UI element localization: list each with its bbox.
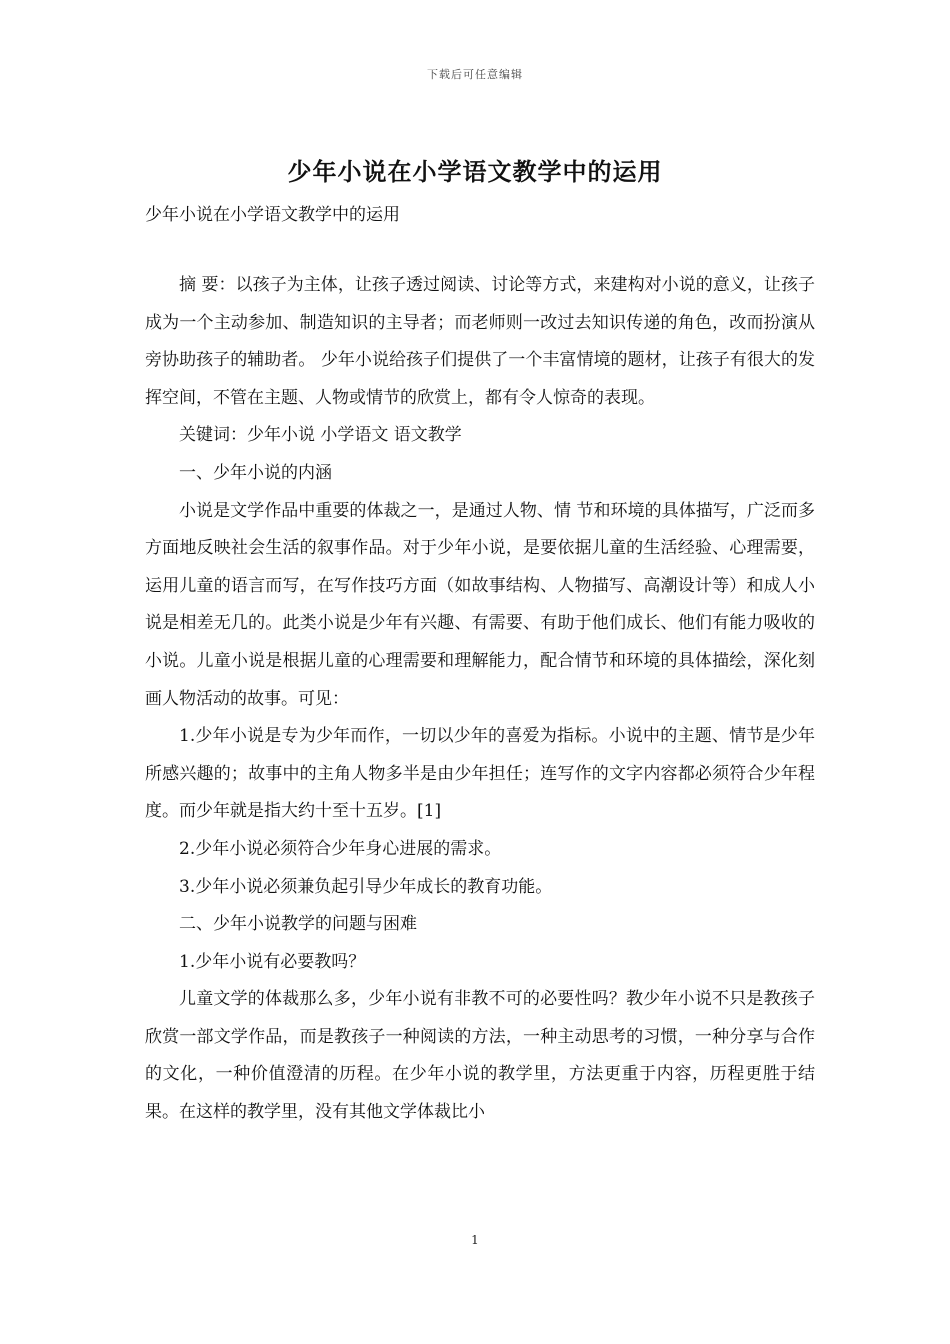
body-paragraph: 儿童文学的体裁那么多，少年小说有非教不可的必要性吗？教少年小说不只是教孩子欣赏一部文学作品，而是教孩子一种阅读的方法，一种主动思考的习惯，一种分享与合作的文化，一种价值澄清的历程。在少年小说的教学里，方法更重于内容，历程更胜于结果。在这样的教学里，没有其他文学体裁比小 — [145, 989, 815, 1123]
document-body — [145, 267, 815, 1132]
list-item-3: 3.少年小说必须兼负起引导少年成长的教育功能。 — [179, 876, 553, 897]
list-item-2: 2.少年小说必须符合少年身心进展的需求。 — [179, 838, 502, 859]
keywords-paragraph: 关键词：少年小说 小学语文 语文教学 — [179, 425, 462, 446]
subsection-heading-1: 1.少年小说有必要教吗？ — [179, 951, 366, 972]
document-subtitle: 少年小说在小学语文教学中的运用 — [145, 205, 400, 225]
document-title: 少年小说在小学语文教学中的运用 — [287, 157, 663, 186]
page-header-note: 下载后可任意编辑 — [427, 68, 523, 81]
page-number: 1 — [471, 1233, 479, 1247]
body-paragraph: 小说是文学作品中重要的体裁之一，是通过人物、情 节和环境的具体描写，广泛而多方面地反映社会生活的叙事作品。对于少年小说，是要依据儿童的生活经验、心理需要，运用儿童的语言而写，在写作技巧方面（如故事结构、人物描写、高潮设计等）和成人小说是相差无几的。此类小说是少年有兴趣、有需要、有助于他们成长、他们有能力吸收的小说。儿童小说是根据儿童的心理需要和理解能力，配合情节和环境的具体描绘，深化刻画人物活动的故事。可见： — [145, 500, 815, 709]
abstract-paragraph: 摘 要：以孩子为主体，让孩子透过阅读、讨论等方式，来建构对小说的意义，让孩子成为一个主动参加、制造知识的主导者；而老师则一改过去知识传递的角色，改而扮演从旁协助孩子的辅助者。 少年小说给孩子们提供了一个丰富情境的题材，让孩子有很大的发挥空间，不管在主题、人物或情节的欣赏上，都有令人惊奇的表现。 — [145, 275, 815, 408]
section-heading-2: 二、少年小说教学的问题与困难 — [179, 914, 417, 935]
section-heading-1: 一、少年小说的内涵 — [179, 462, 332, 483]
list-item-1: 1.少年小说是专为少年而作，一切以少年的喜爱为指标。小说中的主题、情节是少年所感兴趣的；故事中的主角人物多半是由少年担任；连写作的文字内容都必须符合少年程度。而少年就是指大约十至十五岁。[1] — [145, 726, 815, 822]
